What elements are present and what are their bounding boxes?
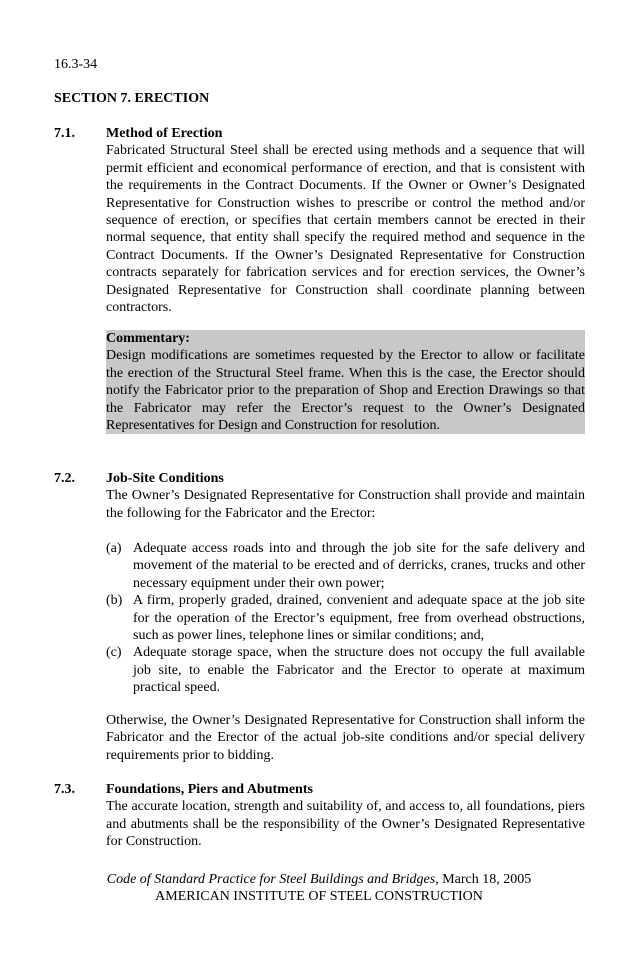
list-item	[106, 644, 585, 696]
footer-date: , March 18, 2005	[435, 872, 532, 887]
section-7-2-outro: Otherwise, the Owner’s Designated Representative for Construction shall inform the Fabricator and the Erector of the actual job-site conditions and/or special delivery requirements prior to bidding.	[106, 713, 585, 763]
section-7-2	[106, 470, 585, 522]
section-7-1	[106, 125, 585, 316]
list-item-label: (a)	[106, 541, 122, 556]
list-item-text: A firm, properly graded, drained, convenient and adequate space at the job site for the operation of the Erector’s equipment, free from overhead obstructions, such as power lines, telephone lines or similar conditions; and,	[133, 593, 585, 644]
section-7-3-heading: Foundations, Piers and Abutments	[106, 782, 313, 797]
section-7-3-body: The accurate location, strength and suitability of, and access to, all foundations, piers and abutments shall be the responsibility of the Owner’s Designated Representative for Construction.	[106, 799, 585, 850]
list-item-text: Adequate access roads into and through the job site for the safe delivery and movement of the material to be erected and of derricks, cranes, trucks and other necessary equipment under their own power;	[133, 541, 585, 591]
commentary-body: Design modifications are sometimes requested by the Erector to allow or facilitate the erection of the Structural Steel frame. When this is the case, the Erector should notify the Fabricator prior to the preparation of Shop and Erection Drawings so that the Fabricator may refer the Erector’s request to the Owner’s Designated Representatives for Design and Construction for resolution.	[106, 348, 585, 434]
list-item-label: (c)	[106, 645, 122, 661]
footer-citation	[0, 871, 638, 888]
footer-organization: AMERICAN INSTITUTE OF STEEL CONSTRUCTION	[155, 889, 483, 905]
commentary-box	[106, 330, 585, 434]
list-item	[106, 540, 585, 592]
section-7-1-body: Fabricated Structural Steel shall be erected using methods and a sequence that will permit efficient and economical performance of erection, and that is consistent with the requirements in the Contract Documents. If the Owner or Owner’s Designated Representative for Construction wishes to prescribe or control the method and/or sequence of erection, or specifies that certain members cannot be erected in their normal sequence, that entity shall specify the required method and sequence in the Contract Documents. If the Owner’s Designated Representative for Construction contracts separately for fabrication services and for erection services, the Owner’s Designated Representative for Construction shall coordinate planning between contractors.	[106, 143, 585, 316]
commentary-label: Commentary:	[106, 331, 190, 346]
section-7-3-number: 7.3.	[54, 782, 75, 797]
section-title: SECTION 7. ERECTION	[54, 91, 210, 106]
list-item	[106, 592, 585, 644]
list-item-label: (b)	[106, 593, 123, 609]
section-7-2-heading: Job-Site Conditions	[106, 471, 224, 486]
conditions-list	[106, 540, 585, 697]
section-7-2-number: 7.2.	[54, 471, 75, 486]
section-7-1-number: 7.1.	[54, 126, 75, 141]
page-number: 16.3-34	[54, 57, 98, 72]
footer-document-title: Code of Standard Practice for Steel Buildings and Bridges	[106, 872, 436, 887]
page-footer	[0, 871, 638, 906]
list-item-text: Adequate storage space, when the structure does not occupy the full available job site, to enable the Fabricator and the Erector to operate at maximum practical speed.	[133, 645, 585, 696]
section-7-3	[106, 781, 585, 851]
section-7-2-intro: The Owner’s Designated Representative for Construction shall provide and maintain the following for the Fabricator and the Erector:	[106, 488, 585, 521]
section-7-1-heading: Method of Erection	[106, 126, 223, 141]
